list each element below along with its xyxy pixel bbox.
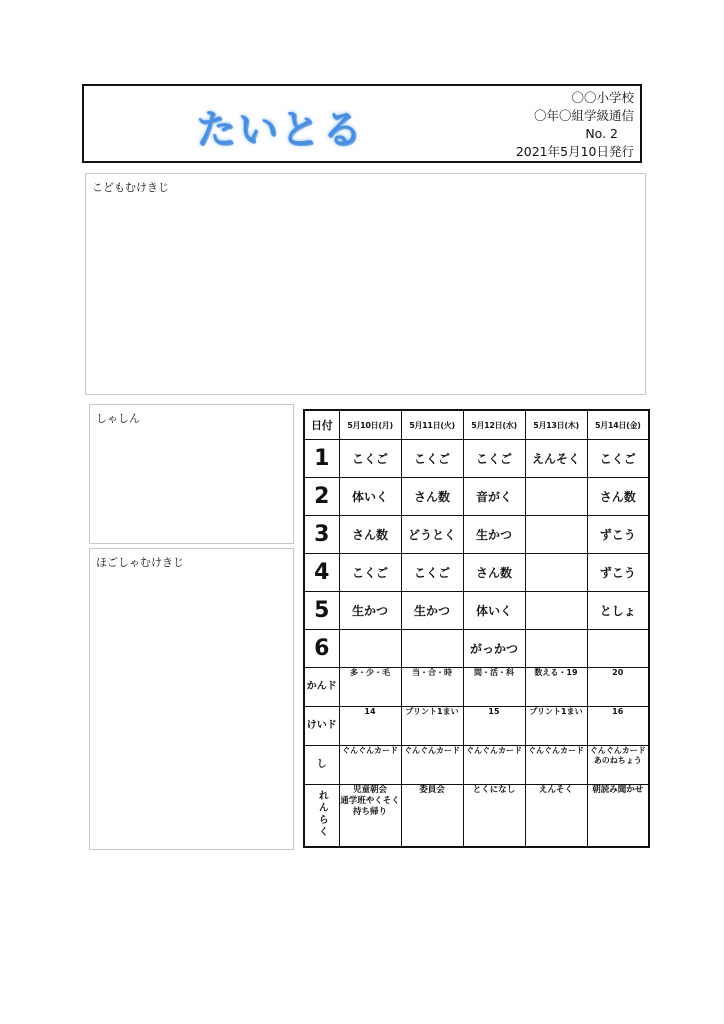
keisan-test-label: けいド (304, 707, 339, 746)
day-header: 5月11日(火) (401, 410, 463, 440)
day-header: 5月13日(木) (525, 410, 587, 440)
period-row-1 (304, 440, 649, 478)
schedule-cell: プリント1まい (525, 707, 587, 746)
schedule-cell: 委員会 (401, 785, 463, 848)
renraku-mon-2: 通学班やくそく持ち帰り (340, 796, 400, 817)
schedule-cell: 間・活・科 (463, 668, 525, 707)
schedule-cell: さん数 (587, 478, 649, 516)
period-row-6 (304, 630, 649, 668)
schedule-cell: こくご (401, 554, 463, 592)
schedule-cell (339, 630, 401, 668)
schedule-cell: 多・少・毛 (339, 668, 401, 707)
renraku-mon-1: 児童朝会 (352, 785, 387, 795)
homework-row (304, 746, 649, 785)
schedule-cell: としょ (587, 592, 649, 630)
weekly-schedule-table (303, 409, 650, 848)
homework-fri-2: あのねちょう (593, 756, 642, 765)
schedule-cell: こくご (587, 440, 649, 478)
period-number: 5 (304, 592, 339, 630)
photo-box (89, 404, 294, 544)
period-number: 2 (304, 478, 339, 516)
schedule-cell: 体いく (463, 592, 525, 630)
schedule-cell: ぐんぐんカード (339, 746, 401, 785)
children-article-box (85, 173, 646, 395)
period-row-5 (304, 592, 649, 630)
schedule-cell (525, 516, 587, 554)
schedule-cell: 生かつ (463, 516, 525, 554)
schedule-cell: えんそく (525, 440, 587, 478)
issue-number: No. 2 (585, 126, 618, 141)
schedule-cell: とくになし (463, 785, 525, 848)
photo-label: しゃしん (96, 412, 140, 425)
schedule-cell: 20 (587, 668, 649, 707)
schedule-cell: 数える・19 (525, 668, 587, 707)
issue-date: 2021年5月10日発行 (515, 144, 634, 159)
schedule-header-row (304, 410, 649, 440)
date-corner-cell: 日付 (304, 410, 339, 440)
period-row-2 (304, 478, 649, 516)
schedule-cell: ずこう (587, 554, 649, 592)
class-name: 〇年〇組学級通信 (533, 108, 634, 123)
keisan-test-row (304, 707, 649, 746)
schedule-cell (525, 478, 587, 516)
day-header: 5月10日(月) (339, 410, 401, 440)
schedule-cell: どうとく (401, 516, 463, 554)
day-header: 5月12日(水) (463, 410, 525, 440)
parents-article-box (89, 548, 294, 850)
schedule-cell: 体いく (339, 478, 401, 516)
schedule-cell: さん数 (463, 554, 525, 592)
parents-article-label: ほごしゃむけきじ (96, 556, 184, 569)
schedule-cell: ぐんぐんカード (401, 746, 463, 785)
schedule-cell: 生かつ (339, 592, 401, 630)
homework-label: し (304, 746, 339, 785)
schedule-cell: さん数 (339, 516, 401, 554)
schedule-cell: 生かつ (401, 592, 463, 630)
schedule-cell: 16 (587, 707, 649, 746)
schedule-cell: がっかつ (463, 630, 525, 668)
homework-fri-1: ぐんぐんカード (589, 746, 646, 755)
schedule-cell (525, 630, 587, 668)
schedule-cell: さん数 (401, 478, 463, 516)
children-article-label: こどもむけきじ (92, 181, 169, 194)
schedule-cell: 音がく (463, 478, 525, 516)
schedule-cell: 朝読み聞かせ (587, 785, 649, 848)
period-number: 6 (304, 630, 339, 668)
schedule-cell (525, 592, 587, 630)
schedule-cell: ぐんぐんカード (463, 746, 525, 785)
period-row-4 (304, 554, 649, 592)
schedule-cell: 14 (339, 707, 401, 746)
period-row-3 (304, 516, 649, 554)
schedule-cell (401, 630, 463, 668)
schedule-cell: えんそく (525, 785, 587, 848)
newsletter-header (82, 84, 642, 163)
schedule-cell: こくご (339, 440, 401, 478)
schedule-cell (587, 746, 649, 785)
kanji-test-label: かんド (304, 668, 339, 707)
schedule-cell: プリント1まい (401, 707, 463, 746)
schedule-cell (525, 554, 587, 592)
renraku-row (304, 785, 649, 848)
schedule-cell (587, 630, 649, 668)
renraku-label: れんらく (304, 785, 339, 848)
schedule-cell: こくご (401, 440, 463, 478)
schedule-cell: 15 (463, 707, 525, 746)
header-info (516, 89, 634, 161)
schedule-cell: ぐんぐんカード (525, 746, 587, 785)
schedule-cell: 当・合・時 (401, 668, 463, 707)
day-header: 5月14日(金) (587, 410, 649, 440)
school-name: 〇〇小学校 (571, 90, 634, 105)
kanji-test-row (304, 668, 649, 707)
newsletter-title: たいとる (196, 107, 364, 153)
schedule-cell (339, 785, 401, 848)
period-number: 4 (304, 554, 339, 592)
schedule-cell: こくご (463, 440, 525, 478)
period-number: 3 (304, 516, 339, 554)
schedule-cell: こくご (339, 554, 401, 592)
schedule-cell: ずこう (587, 516, 649, 554)
period-number: 1 (304, 440, 339, 478)
